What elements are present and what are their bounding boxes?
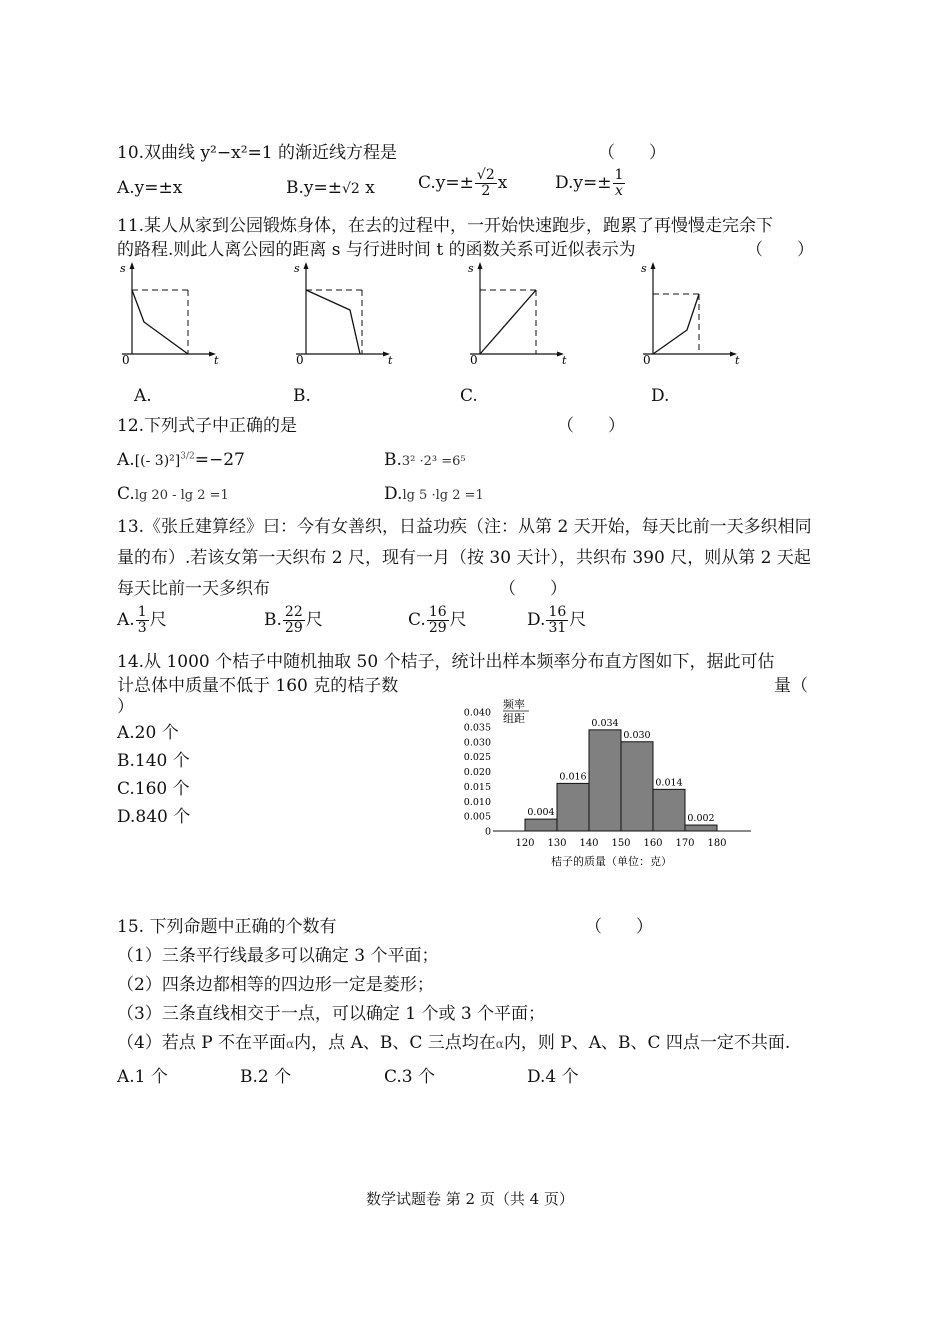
q14-option-c: C.160 个	[117, 779, 190, 799]
y-tick-label: 0	[484, 826, 491, 838]
q14-line2: 计总体中质量不低于 160 克的桔子数	[117, 676, 399, 696]
q14-line1: 14.从 1000 个桔子中随机抽取 50 个桔子，统计出样本频率分布直方图如下，据此可估	[117, 652, 775, 672]
alpha-symbol: α	[495, 1037, 504, 1051]
q13-line3: 每天比前一天多织布	[117, 579, 270, 599]
curve	[653, 294, 699, 354]
q11-graph-c	[468, 262, 567, 367]
q11-graph-d	[641, 262, 740, 367]
y-tick-label: 0.015	[463, 781, 491, 793]
axis-s-label: s	[120, 262, 126, 275]
q15-statement-4-part3: 内，则 P、A、B、C 四点一定不共面.	[503, 1033, 791, 1053]
q13-option-a-fraction	[136, 605, 149, 636]
x-tick-label: 170	[675, 838, 695, 849]
q11-option-c: C.	[460, 386, 478, 406]
q10-option-b-var: x	[365, 178, 375, 198]
q12-option-a-result: =−27	[194, 450, 245, 470]
bar-value-label: 0.016	[559, 771, 587, 783]
q13-option-c-unit: 尺	[449, 610, 467, 630]
xlabel: 桔子的质量（单位：克）	[551, 855, 672, 868]
y-arrow-icon	[478, 262, 483, 269]
q13-option-b	[264, 605, 323, 636]
q10-option-b-radical: √2	[342, 181, 360, 197]
q13-line2: 量的布）.若该女第一天织布 2 尺，现有一月（按 30 天计），共织布 390 尺，则从第 2 天起	[117, 548, 811, 568]
q13-option-d-denominator: 31	[548, 620, 567, 636]
q12-option-d-label: D.	[384, 484, 403, 504]
q15-option-c: C.3 个	[384, 1067, 436, 1087]
q13-option-b-numerator: 22	[284, 604, 303, 620]
q15-statement-2: （2）四条边都相等的四边形一定是菱形；	[117, 975, 434, 995]
q12-option-c-label: C.	[117, 484, 135, 504]
q13-option-c-label: C.	[408, 610, 426, 630]
alpha-symbol: α	[286, 1037, 295, 1051]
axis-s-label: s	[294, 262, 300, 275]
y-tick-label: 0.035	[463, 722, 491, 734]
q12-paren: （ ）	[557, 416, 625, 436]
q12-option-c	[117, 484, 229, 504]
q12-option-b-expr: 3² ·2³ =6⁵	[401, 454, 466, 469]
q13-option-a-label: A.	[117, 610, 135, 630]
curve	[480, 290, 536, 354]
q14-line2-tail: 量（	[774, 676, 808, 696]
q10-option-d-denominator: x	[615, 183, 623, 199]
axis-t-label: t	[214, 354, 219, 367]
q10-option-c-fraction	[475, 168, 497, 199]
origin-label: 0	[122, 353, 130, 367]
q13-option-b-denominator: 29	[284, 620, 303, 636]
y-arrow-icon	[651, 262, 656, 269]
q10-option-d	[555, 168, 626, 199]
bar-value-label: 0.002	[687, 813, 715, 825]
q12-option-d	[384, 484, 484, 504]
q13-line1: 13.《张丘建算经》曰：今有女善织，日益功疾（注：从第 2 天开始，每天比前一天多织相同	[117, 517, 812, 537]
q10-option-b	[286, 178, 375, 198]
q11-option-b: B.	[293, 386, 311, 406]
bar-value-label: 0.004	[527, 807, 555, 819]
q10-option-c	[418, 168, 507, 199]
q13-option-b-fraction	[283, 605, 305, 636]
q15-statement-4	[117, 1031, 790, 1056]
y-tick-label: 0.030	[463, 737, 491, 749]
q15-statement-1: （1）三条平行线最多可以确定 3 个平面；	[117, 946, 439, 966]
q12-option-b-label: B.	[384, 450, 402, 470]
y-arrow-icon	[130, 262, 135, 269]
q11-graphs	[110, 258, 760, 380]
q12-option-b	[384, 450, 466, 470]
q15-option-b: B.2 个	[240, 1067, 292, 1087]
y-arrow-icon	[304, 262, 309, 269]
bar-value-label: 0.030	[623, 729, 651, 741]
q15-statement-3: （3）三条直线相交于一点，可以确定 1 个或 3 个平面；	[117, 1004, 546, 1024]
q10-option-b-prefix: B.y=±	[286, 178, 342, 198]
ylabel-top: 频率	[503, 698, 525, 711]
q15-statement-4-part1: （4）若点 P 不在平面	[117, 1033, 287, 1053]
q10-option-c-denominator: 2	[481, 183, 491, 199]
q10-option-c-numerator: √2	[476, 167, 495, 183]
curve	[306, 290, 360, 354]
histogram-bar	[621, 742, 653, 831]
q13-option-c	[408, 605, 467, 636]
q12-option-a	[117, 450, 245, 470]
q11-graph-b	[294, 262, 393, 367]
q13-option-c-numerator: 16	[428, 604, 447, 620]
q11-option-d: D.	[651, 386, 670, 406]
q10-option-d-fraction	[613, 168, 626, 199]
q13-option-d-label: D.	[527, 610, 546, 630]
axis-s-label: s	[468, 262, 474, 275]
q15-statement-4-part2: 内，点 A、B、C 三点均在	[294, 1033, 496, 1053]
histogram-bar	[525, 819, 557, 831]
q12-stem: 12.下列式子中正确的是	[117, 416, 298, 436]
q10-stem: 10.双曲线 y²−x²=1 的渐近线方程是	[117, 143, 397, 163]
q13-option-c-fraction	[427, 605, 449, 636]
origin-label: 0	[470, 353, 478, 367]
q10-option-c-var: x	[497, 173, 508, 193]
q12-option-a-expr: [(- 3)²]	[134, 453, 181, 469]
q11-line2: 的路程.则此人离公园的距离 s 与行进时间 t 的函数关系可近似表示为	[117, 240, 636, 260]
q14-option-d: D.840 个	[117, 807, 191, 827]
q14-option-a: A.20 个	[117, 723, 179, 743]
page-footer: 数学试题卷 第 2 页（共 4 页）	[366, 1190, 574, 1208]
bar-value-label: 0.014	[655, 777, 683, 789]
y-tick-label: 0.040	[463, 707, 491, 719]
q13-option-a-denominator: 3	[137, 620, 147, 636]
x-tick-label: 120	[515, 838, 535, 849]
q12-option-c-expr: lg 20 - lg 2 =1	[134, 488, 229, 503]
q13-option-a	[117, 605, 167, 636]
q11-line1: 11.某人从家到公园锻炼身体，在去的过程中，一开始快速跑步，跑累了再慢慢走完余下	[117, 216, 774, 236]
histogram-bar	[557, 783, 589, 831]
histogram-bar	[685, 825, 717, 831]
curve	[132, 290, 188, 354]
q10-option-d-prefix: D.y=±	[555, 173, 612, 193]
q13-option-d-unit: 尺	[569, 610, 587, 630]
y-tick-label: 0.020	[463, 767, 491, 778]
q11-paren: （ ）	[746, 240, 814, 260]
q13-option-d-fraction	[546, 605, 568, 636]
axis-t-label: t	[388, 354, 393, 367]
bar-value-label: 0.034	[591, 717, 619, 729]
q12-option-a-label: A.	[117, 450, 135, 470]
y-tick-label: 0.010	[463, 796, 491, 808]
q15-option-d: D.4 个	[527, 1067, 579, 1087]
axis-t-label: t	[562, 354, 567, 367]
q13-option-c-denominator: 29	[428, 620, 447, 636]
q13-option-b-unit: 尺	[305, 610, 323, 630]
q10-option-c-prefix: C.y=±	[418, 173, 474, 193]
q14-option-b: B.140 个	[117, 751, 190, 771]
histogram-bar	[653, 789, 685, 831]
q10-paren: （ ）	[598, 143, 666, 163]
x-tick-label: 130	[547, 838, 567, 849]
q14-line3: ）	[117, 697, 134, 717]
y-tick-label: 0.025	[463, 752, 491, 764]
q13-paren: （ ）	[499, 579, 567, 599]
axis-t-label: t	[735, 354, 740, 367]
ylabel-bottom: 组距	[503, 712, 525, 725]
q13-option-a-unit: 尺	[149, 610, 167, 630]
q15-option-a: A.1 个	[117, 1067, 168, 1087]
q15-paren: （ ）	[585, 917, 653, 937]
q10-option-a: A.y=±x	[117, 178, 183, 198]
origin-label: 0	[643, 353, 651, 367]
origin-label: 0	[296, 353, 304, 367]
q10-option-d-numerator: 1	[614, 167, 624, 183]
q11-option-a: A.	[134, 386, 152, 406]
q15-stem: 15. 下列命题中正确的个数有	[117, 917, 337, 937]
x-tick-label: 180	[707, 838, 727, 849]
axis-s-label: s	[641, 262, 647, 275]
q13-option-d	[527, 605, 586, 636]
x-tick-label: 160	[643, 838, 663, 849]
histogram-bar	[589, 730, 621, 831]
histogram-chart	[455, 695, 755, 873]
x-tick-label: 140	[579, 838, 599, 849]
q13-option-b-label: B.	[264, 610, 282, 630]
q11-graph-a	[120, 262, 219, 367]
x-tick-label: 150	[611, 838, 631, 849]
q13-option-d-numerator: 16	[548, 604, 567, 620]
q12-option-d-expr: lg 5 ·lg 2 =1	[402, 488, 484, 503]
y-tick-label: 0.005	[463, 811, 491, 823]
q13-option-a-numerator: 1	[137, 604, 147, 620]
q12-option-a-exponent: 3/2	[180, 451, 195, 462]
